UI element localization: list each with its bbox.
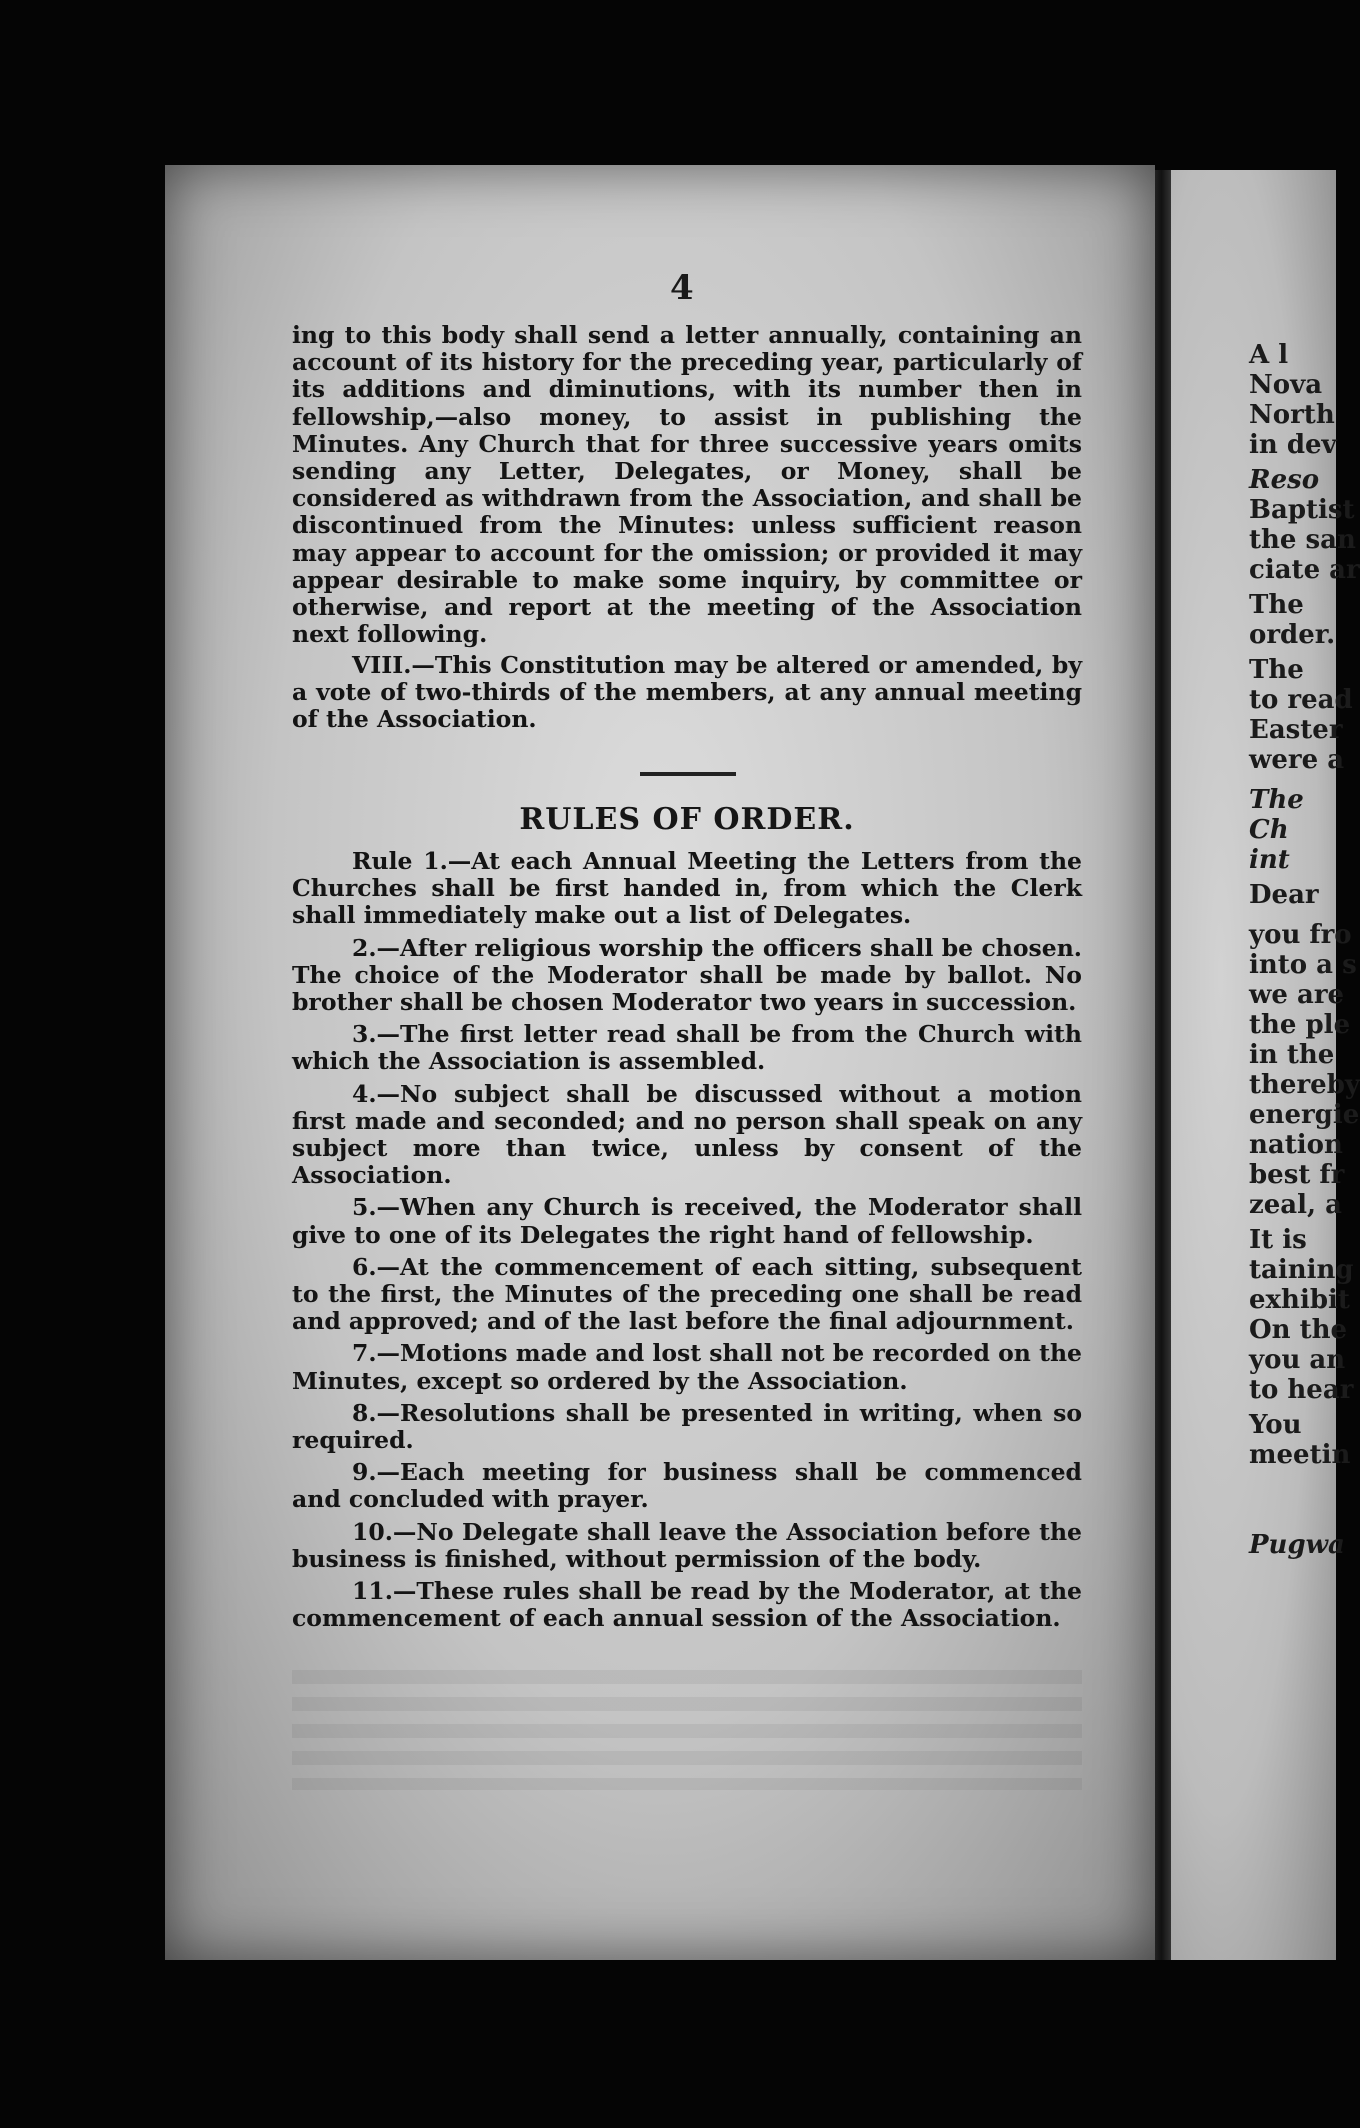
- rule-item: 4.—No subject shall be discussed without a motion first made and seconded; and no person shall speak on any subject more than twice, unless by consent of the Association.: [292, 1079, 1082, 1190]
- right-page-line: The: [1249, 785, 1304, 815]
- right-page-line: you an: [1249, 1345, 1346, 1375]
- article-viii: VIII.—This Constitution may be altered or amended, by a vote of two-thirds of the members, at any annual meeting of the Association.: [292, 651, 1082, 734]
- right-page-line: The: [1249, 590, 1304, 620]
- right-page-line: the ple: [1249, 1010, 1351, 1040]
- right-page-line: Dear: [1249, 880, 1319, 910]
- rule-item: 10.—No Delegate shall leave the Association before the business is finished, without permission of the body.: [292, 1517, 1082, 1573]
- right-page-line: Ch: [1249, 815, 1289, 845]
- rule-item: 3.—The first letter read shall be from the Church with which the Association is assembled.: [292, 1020, 1082, 1076]
- page-number: 4: [670, 268, 694, 308]
- right-page-line: ciate ar: [1249, 555, 1360, 585]
- right-page-line: in dev: [1249, 430, 1337, 460]
- right-page-line: in the: [1249, 1040, 1335, 1070]
- right-page-line: we are: [1249, 980, 1345, 1010]
- right-page-line: best fr: [1249, 1160, 1345, 1190]
- right-page-line: int: [1249, 845, 1290, 875]
- right-page-line: A l: [1249, 340, 1289, 370]
- right-page-line: the san: [1249, 525, 1356, 555]
- right-page-line: meetin: [1249, 1440, 1351, 1470]
- rule-item: Rule 1.—At each Annual Meeting the Letters from the Churches shall be first handed in, from which the Clerk shall immediately make out a list of Delegates.: [292, 847, 1082, 930]
- right-page-fragment: [1171, 170, 1360, 1960]
- right-page-line: thereby: [1249, 1070, 1360, 1100]
- right-page-line: North: [1249, 400, 1335, 430]
- right-page-line: taining: [1249, 1255, 1354, 1285]
- right-page-line: nation: [1249, 1130, 1343, 1160]
- right-page-line: Baptist: [1249, 495, 1355, 525]
- rule-item: 8.—Resolutions shall be presented in writing, when so required.: [292, 1398, 1082, 1455]
- right-page-line: to hear: [1249, 1375, 1354, 1405]
- right-page-line: you fro: [1249, 920, 1352, 950]
- rules-of-order-heading: RULES OF ORDER.: [519, 802, 855, 837]
- continuation-paragraph: ing to this body shall send a letter annually, containing an account of its history for the preceding year, particularly of its additions and diminutions, with its number then in fellowship,—also money, to assist in publishing the Minutes. Any Church that for three successive years omits sending any Letter, Delegates, or Money, shall be considered as withdrawn from the Association, and shall be discontinued from the Minutes: unless sufficient reason may appear to account for the omission; or provided it may appear desirable to make some inquiry, by committee or otherwise, and report at the meeting of the Association next following.: [292, 321, 1082, 649]
- right-page-line: Pugwa: [1249, 1530, 1345, 1560]
- rule-item: 6.—At the commencement of each sitting, subsequent to the first, the Minutes of the preceding one shall be read and approved; and of the last before the final adjournment.: [292, 1252, 1082, 1336]
- rule-item: 9.—Each meeting for business shall be commenced and concluded with prayer.: [292, 1458, 1082, 1514]
- rule-item: 2.—After religious worship the officers shall be chosen. The choice of the Moderator shall be made by ballot. No brother shall be chosen Moderator two years in succession.: [292, 933, 1082, 1017]
- right-page-line: were a: [1249, 745, 1345, 775]
- rule-item: 11.—These rules shall be read by the Moderator, at the commencement of each annual session of the Association.: [292, 1577, 1082, 1633]
- right-page-line: You: [1249, 1410, 1302, 1440]
- bleed-through-text: [292, 1670, 1082, 1790]
- right-page-line: Nova: [1249, 370, 1323, 400]
- right-page-line: zeal, a: [1249, 1190, 1342, 1220]
- right-page-line: energie: [1249, 1100, 1360, 1130]
- right-page-line: The: [1249, 655, 1304, 685]
- right-page-line: to read: [1249, 685, 1353, 715]
- right-page-line: It is: [1249, 1225, 1307, 1255]
- rules-list: [292, 848, 1082, 1637]
- right-page-line: exhibit: [1249, 1285, 1350, 1315]
- rule-item: 7.—Motions made and lost shall not be recorded on the Minutes, except so ordered by the Association.: [292, 1339, 1082, 1395]
- rule-item: 5.—When any Church is received, the Moderator shall give to one of its Delegates the right hand of fellowship.: [292, 1193, 1082, 1249]
- book-gutter: [1155, 170, 1171, 1960]
- right-page-line: Easter: [1249, 715, 1343, 745]
- right-page-line: Reso: [1249, 465, 1320, 495]
- right-page-line: On the: [1249, 1315, 1348, 1345]
- right-page-line: order.: [1249, 620, 1336, 650]
- section-divider: [640, 772, 736, 776]
- right-page-line: into a s: [1249, 950, 1357, 980]
